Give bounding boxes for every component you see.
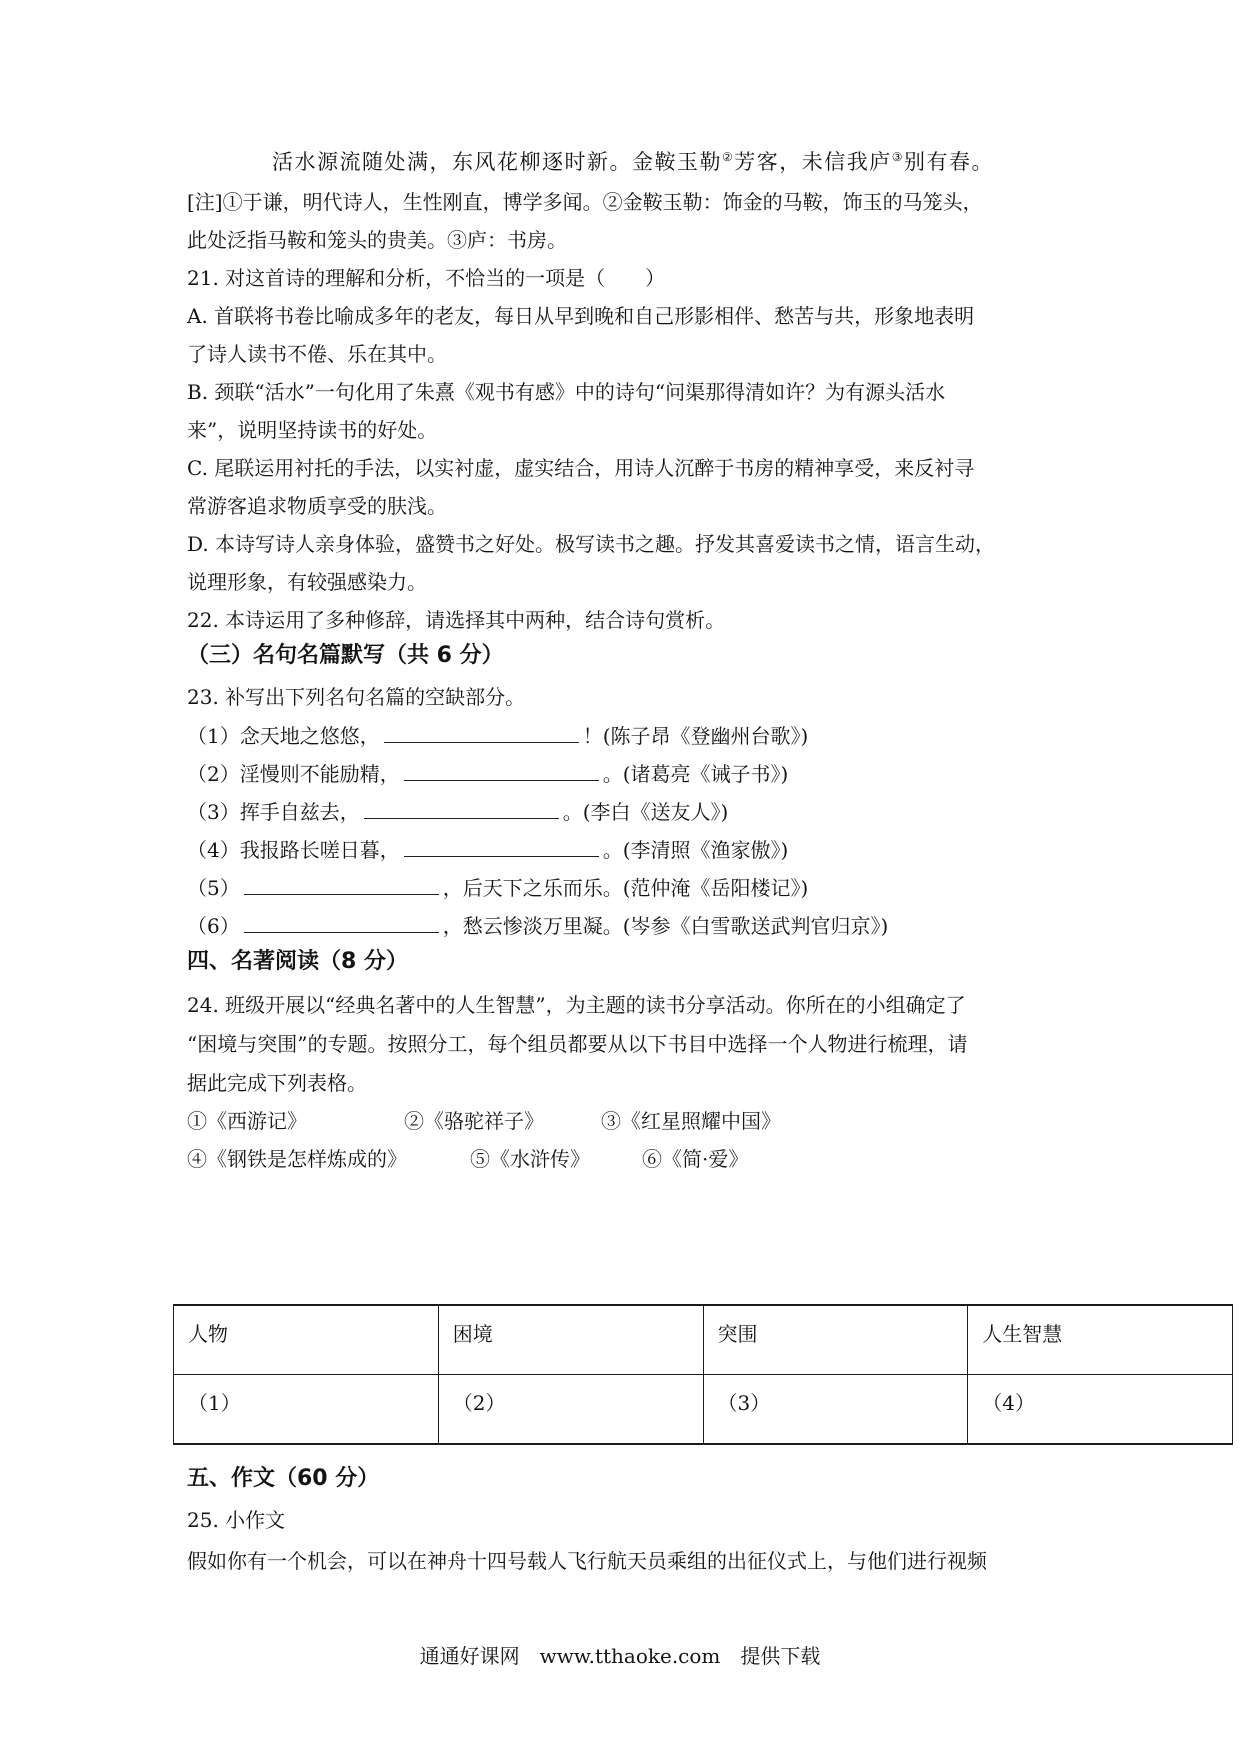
note-line-2: 此处泛指马鞍和笼头的贵美。③庐：书房。 [187,228,567,252]
poem-text-3: 别有春。 [904,150,995,174]
footer-watermark: 通通好课网 www.tthaoke.com 提供下载 [419,1644,821,1668]
table-row [174,1375,1233,1445]
option-b-line-2: 来”，说明坚持读书的好处。 [187,418,438,442]
option-a-line-1: A. 首联将书卷比喻成多年的老友，每日从早到晚和自己形影相伴、愁苦与共，形象地表明 [187,304,975,328]
answer-blank-6[interactable] [244,910,439,933]
poem-text-2: 芳客，未信我庐 [734,150,892,174]
question-25-body: 假如你有一个机会，可以在神舟十四号载人飞行航天员乘组的出征仪式上，与他们进行视频 [187,1549,987,1573]
fill-item-6: （6） ，愁云惨淡万里凝。(岑参《白雪歌送武判官归京》) [187,910,888,941]
option-c-line-2: 常游客追求物质享受的肤浅。 [187,494,447,518]
option-d-line-2: 说理形象，有较强感染力。 [187,570,427,594]
option-c-line-1: C. 尾联运用衬托的手法，以实衬虚，虚实结合，用诗人沉醉于书房的精神享受，来反衬寻 [187,456,975,480]
option-b-line-1: B. 颈联“活水”一句化用了朱熹《观书有感》中的诗句“问渠那得清如许？为有源头活水 [187,380,946,404]
question-23-stem: 23. 补写出下列名句名篇的空缺部分。 [187,685,526,709]
section-3-heading: （三）名句名篇默写（共 6 分） [187,643,504,668]
fill-item-1: （1）念天地之悠悠， ！(陈子昂《登幽州台歌》) [187,720,808,751]
section-4-heading: 四、名著阅读（8 分） [187,949,408,974]
book-item: ②《骆驼祥子》 [404,1109,544,1133]
answer-blank-1[interactable] [384,720,579,743]
table-header-cell: 人生智慧 [968,1305,1233,1375]
table-header-cell: 突围 [703,1305,968,1375]
table-answer-cell[interactable]: （2） [438,1375,703,1445]
book-item: ⑤《水浒传》 [470,1147,590,1171]
note-ref-3: ③ [891,150,905,164]
book-item: ⑥《简·爱》 [642,1147,749,1171]
table-header-cell: 困境 [438,1305,703,1375]
answer-blank-3[interactable] [364,796,559,819]
table-answer-cell[interactable]: （3） [703,1375,968,1445]
book-list [187,1106,1087,1176]
section-5-heading: 五、作文（60 分） [187,1466,380,1491]
note-ref-2: ② [722,150,735,164]
table-header-cell: 人物 [174,1305,439,1375]
question-22: 22. 本诗运用了多种修辞，请选择其中两种，结合诗句赏析。 [187,608,726,632]
fill-item-5: （5） ，后天下之乐而乐。(范仲淹《岳阳楼记》) [187,872,808,903]
question-21-stem: 21. 对这首诗的理解和分析，不恰当的一项是（ ） [187,266,666,290]
option-d-line-1: D. 本诗写诗人亲身体验，盛赞书之好处。极写读书之趣。抒发其喜爱读书之情，语言生动， [187,532,996,556]
book-item: ①《西游记》 [187,1109,307,1133]
option-a-line-2: 了诗人读书不倦、乐在其中。 [187,342,447,366]
reading-table [173,1304,1233,1445]
table-answer-cell[interactable]: （1） [174,1375,439,1445]
poem-line [272,147,994,177]
answer-blank-4[interactable] [404,834,599,857]
fill-item-4: （4）我报路长嗟日暮， 。(李清照《渔家傲》) [187,834,788,865]
book-item: ③《红星照耀中国》 [601,1109,781,1133]
poem-text-1: 活水源流随处满，东风花柳逐时新。金鞍玉勒 [272,150,722,174]
question-24-line-2: “困境与突围”的专题。按照分工，每个组员都要从以下书目中选择一个人物进行梳理，请 [187,1032,968,1056]
question-25-title: 25. 小作文 [187,1508,286,1532]
answer-blank-5[interactable] [244,872,439,895]
answer-blank-2[interactable] [404,758,599,781]
question-24-line-3: 据此完成下列表格。 [187,1071,367,1095]
note-line-1: [注]①于谦，明代诗人，生性刚直，博学多闻。②金鞍玉勒：饰金的马鞍，饰玉的马笼头， [187,190,983,214]
book-item: ④《钢铁是怎样炼成的》 [187,1147,407,1171]
table-header-row [174,1305,1233,1375]
fill-item-2: （2）淫慢则不能励精， 。(诸葛亮《诫子书》) [187,758,788,789]
table-answer-cell[interactable]: （4） [968,1375,1233,1445]
question-24-line-1: 24. 班级开展以“经典名著中的人生智慧”，为主题的读书分享活动。你所在的小组确定了 [187,993,966,1017]
fill-item-3: （3）挥手自兹去， 。(李白《送友人》) [187,796,728,827]
